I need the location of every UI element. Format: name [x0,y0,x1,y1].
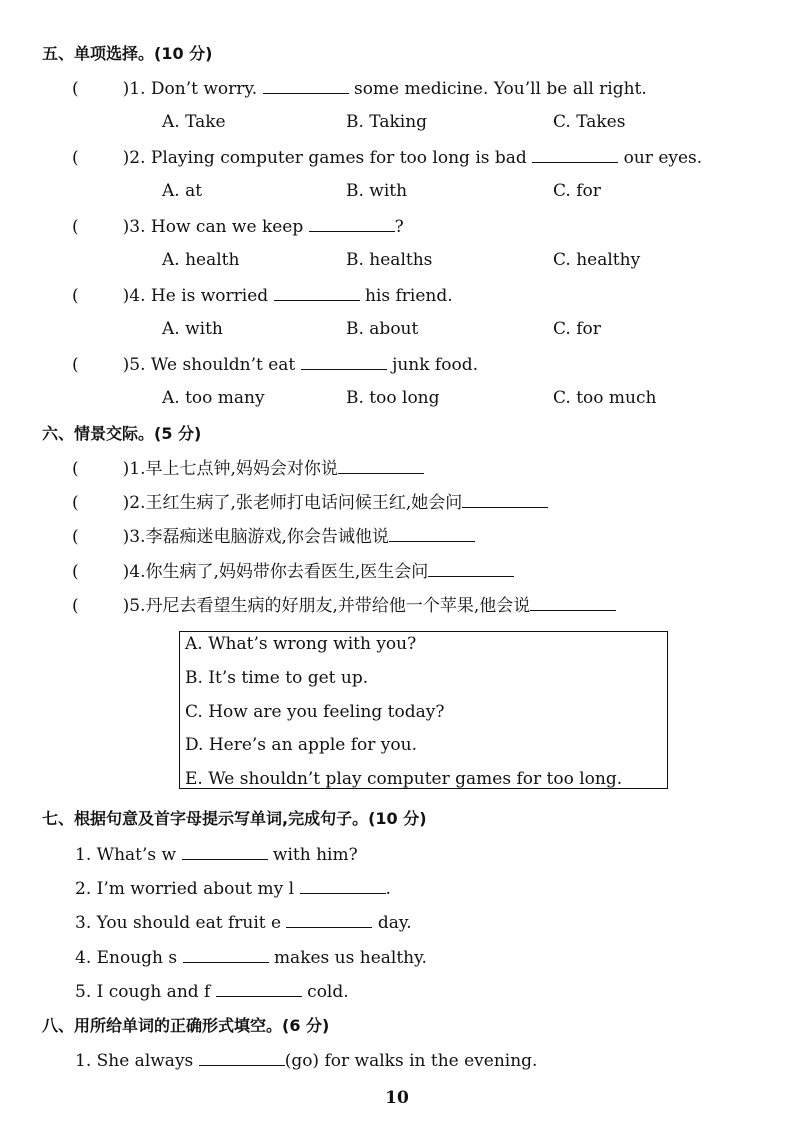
s5-question-3 [72,215,404,238]
s7-item-4 [75,946,427,969]
s7-item-1 [75,843,358,866]
option-b[interactable]: B. too long [346,388,440,408]
s5-question-5 [72,353,478,376]
question-text: 李磊痴迷电脑游戏,你会告诫他说 [145,527,389,547]
fill-blank[interactable] [274,284,360,301]
question-text: 早上七点钟,妈妈会对你说 [145,459,338,479]
sentence-pre: 1. What’s w [75,845,177,865]
answer-paren-open: ( [72,217,79,237]
option-c[interactable]: C. for [553,181,601,201]
question-number: )2. [122,148,146,168]
option-a[interactable]: A. Take [162,112,226,132]
option-a[interactable]: A. at [162,181,203,201]
question-text-post: our eyes. [623,148,703,168]
fill-blank[interactable] [389,525,475,542]
option-c[interactable]: C. healthy [553,250,641,270]
fill-blank[interactable] [301,353,387,370]
question-text-post: some medicine. You’ll be all right. [353,79,647,99]
s5-question-4 [72,284,453,307]
sentence-pre: 4. Enough s [75,948,178,968]
option-b[interactable]: B. with [346,181,408,201]
question-text: 你生病了,妈妈带你去看医生,医生会问 [145,562,429,582]
option-b[interactable]: B. healths [346,250,433,270]
question-number: )5. [122,355,146,375]
question-number: )5. [122,596,146,616]
s6-question-2 [72,491,548,514]
answer-paren-open: ( [72,355,79,375]
fill-blank[interactable] [286,911,372,928]
fill-blank[interactable] [300,877,386,894]
option-a[interactable]: A. health [162,250,240,270]
question-text-pre: Don’t worry. [150,79,258,99]
sentence-pre: 5. I cough and f [75,982,211,1002]
answer-paren-open: ( [72,79,79,99]
question-number: )2. [122,493,146,513]
answer-paren-open: ( [72,493,79,513]
answer-paren-open: ( [72,459,79,479]
question-text-pre: How can we keep [150,217,304,237]
fill-blank[interactable] [182,843,268,860]
s5-question-1 [72,77,647,100]
answer-paren-open: ( [72,286,79,306]
choices-box [179,631,668,789]
question-text-post: junk food. [392,355,478,375]
s5-question-2 [72,146,702,169]
question-number: )4. [122,286,146,306]
sentence-post: . [385,879,391,899]
sentence-pre: 2. I’m worried about my l [75,879,295,899]
option-c[interactable]: C. for [553,319,601,339]
question-text-pre: He is worried [150,286,269,306]
option-b[interactable]: B. Taking [346,112,428,132]
question-text: 丹尼去看望生病的好朋友,并带给他一个苹果,他会说 [145,596,531,616]
choice-a: A. What’s wrong with you? [185,634,417,654]
fill-blank[interactable] [183,946,269,963]
sentence-post: day. [377,913,412,933]
s8-item-1 [75,1049,537,1072]
sentence-pre: 3. You should eat fruit e [75,913,282,933]
s6-question-4 [72,560,514,583]
answer-paren-open: ( [72,596,79,616]
sentence-pre: 1. She always [75,1051,194,1071]
sentence-post: (go) for walks in the evening. [284,1051,538,1071]
s6-question-3 [72,525,475,548]
question-text-pre: Playing computer games for too long is bad [150,148,527,168]
option-c[interactable]: C. too much [553,388,657,408]
question-text-post: ? [394,217,404,237]
fill-blank[interactable] [462,491,548,508]
s6-question-5 [72,594,616,617]
fill-blank[interactable] [309,215,395,232]
fill-blank[interactable] [216,980,302,997]
fill-blank[interactable] [530,594,616,611]
fill-blank[interactable] [428,560,514,577]
sentence-post: cold. [307,982,349,1002]
fill-blank[interactable] [199,1049,285,1066]
s7-item-3 [75,911,412,934]
s7-item-5 [75,980,349,1003]
section6-title: 六、情景交际。(5 分) [42,424,202,443]
answer-paren-open: ( [72,148,79,168]
choice-d: D. Here’s an apple for you. [185,735,417,755]
fill-blank[interactable] [532,146,618,163]
question-number: )1. [122,459,146,479]
option-a[interactable]: A. too many [162,388,265,408]
fill-blank[interactable] [338,457,424,474]
choice-c: C. How are you feeling today? [185,702,445,722]
sentence-post: makes us healthy. [273,948,427,968]
question-number: )3. [122,527,146,547]
question-text: 王红生病了,张老师打电话问候王红,她会问 [145,493,463,513]
question-number: )4. [122,562,146,582]
page-number: 10 [385,1088,409,1108]
question-number: )3. [122,217,146,237]
s7-item-2 [75,877,391,900]
fill-blank[interactable] [263,77,349,94]
section7-title: 七、根据句意及首字母提示写单词,完成句子。(10 分) [42,809,427,828]
choice-b: B. It’s time to get up. [185,668,369,688]
s6-question-1 [72,457,424,480]
choice-e: E. We shouldn’t play computer games for too long. [185,769,623,789]
question-text-post: his friend. [365,286,453,306]
option-c[interactable]: C. Takes [553,112,626,132]
option-b[interactable]: B. about [346,319,419,339]
option-a[interactable]: A. with [162,319,223,339]
section8-title: 八、用所给单词的正确形式填空。(6 分) [42,1016,330,1035]
section5-title: 五、单项选择。(10 分) [42,44,213,63]
question-number: )1. [122,79,146,99]
question-text-pre: We shouldn’t eat [150,355,296,375]
sentence-post: with him? [272,845,358,865]
answer-paren-open: ( [72,527,79,547]
answer-paren-open: ( [72,562,79,582]
